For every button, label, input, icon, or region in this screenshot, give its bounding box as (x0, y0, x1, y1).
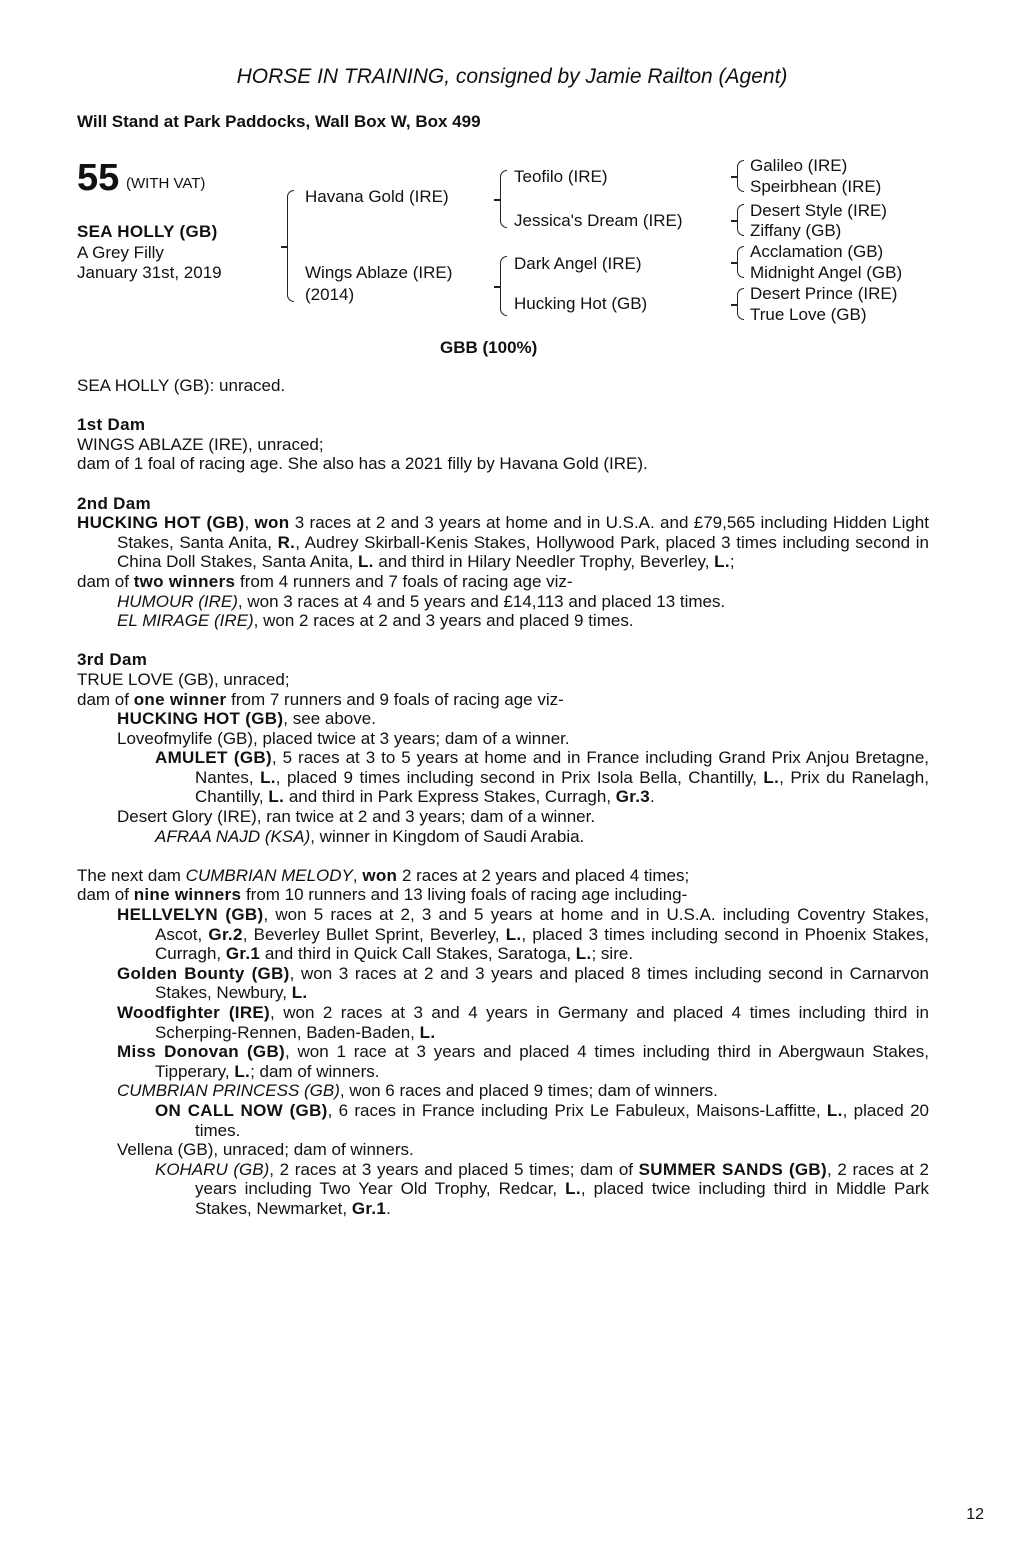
text: , won 6 races and placed 9 times; dam of winners. (339, 1081, 718, 1101)
text: dam of (77, 571, 134, 591)
italic-text: HUMOUR (IRE) (117, 591, 238, 611)
pedigree-entry (77, 709, 929, 729)
page-title: HORSE IN TRAINING, consigned by Jamie Railton (Agent) (236, 65, 788, 88)
pedigree-entry (77, 435, 929, 455)
bold-text: L. (291, 983, 308, 1003)
text: and third in Hilary Needler Trophy, Beverley, (373, 552, 715, 572)
text: from 4 runners and 7 foals of racing age viz- (235, 571, 573, 591)
bold-text: 2nd Dam (77, 493, 151, 513)
bold-text: Miss Donovan (GB) (117, 1042, 285, 1062)
text: The next dam (77, 865, 186, 885)
pedigree-section (77, 415, 929, 474)
box-location: Will Stand at Park Paddocks, Wall Box W, Box 499 (77, 112, 481, 131)
bold-text: HELLVELYN (GB) (117, 905, 264, 925)
pedigree-entry (77, 572, 929, 592)
text: 3 races at 2 and 3 years at home and in U.S.A. and £79,565 including Hidden Light Stakes, Santa Anita, (117, 513, 929, 552)
gen3-ancestor: Desert Style (IRE) (750, 201, 887, 220)
bold-text: nine winners (133, 885, 242, 905)
pedigree-entry (77, 376, 929, 396)
bold-text: R. (277, 532, 296, 552)
sire-sire: Teofilo (IRE) (514, 167, 608, 186)
bold-text: SUMMER SANDS (GB) (638, 1159, 827, 1179)
pedigree-entry (77, 1140, 929, 1160)
pedigree-entry (77, 611, 929, 631)
pedigree-entry (77, 592, 929, 612)
text: Vellena (GB), unraced; dam of winners. (117, 1140, 414, 1160)
bold-text: Woodfighter (IRE) (117, 1003, 271, 1022)
text: dam of 1 foal of racing age. She also has a 2021 filly by Havana Gold (IRE). (77, 454, 648, 474)
bold-text: L. (575, 944, 592, 964)
gen3-ancestor: Acclamation (GB) (750, 242, 884, 261)
pedigree-entry (77, 905, 929, 964)
bold-text: L. (419, 1022, 436, 1042)
gen3-ancestor: Galileo (IRE) (750, 156, 848, 175)
pedigree-brace (737, 204, 744, 236)
text: and third in Park Express Stakes, Curragh, (284, 787, 616, 807)
vat-note: (WITH VAT) (126, 175, 206, 192)
text: 2 races at 2 years and placed 4 times; (397, 865, 690, 885)
text: , winner in Kingdom of Saudi Arabia. (310, 826, 585, 846)
text: , won 3 races at 4 and 5 years and £14,113 and placed 13 times. (237, 591, 726, 611)
bold-text: L. (565, 1179, 581, 1199)
text: , (352, 865, 363, 885)
bold-text: L. (505, 924, 522, 944)
text: ; (729, 552, 735, 572)
bold-text: ON CALL NOW (GB) (155, 1100, 328, 1120)
pedigree-entry (77, 690, 929, 710)
bold-text: Gr.1 (225, 944, 261, 964)
sire: Havana Gold (IRE) (305, 187, 449, 206)
bold-text: HUCKING HOT (GB) (117, 709, 284, 729)
dam: Wings Ablaze (IRE) (305, 263, 453, 282)
pedigree-entry (77, 1160, 929, 1219)
bold-text: L. (357, 552, 374, 572)
pedigree-brace (500, 256, 507, 316)
text: , won 2 races at 3 and 4 years in Germany and placed 4 times including third in Scherping-Rennen, Baden-Baden, (155, 1003, 930, 1042)
italic-text: CUMBRIAN PRINCESS (GB) (117, 1081, 340, 1101)
pedigree-entry (77, 1101, 929, 1140)
text: WINGS ABLAZE (IRE), unraced; (77, 434, 324, 454)
text: . (386, 1198, 391, 1218)
text: Loveofmylife (GB), placed twice at 3 years; dam of a winner. (117, 728, 570, 748)
pedigree-entry (77, 729, 929, 749)
bold-text: Gr.2 (208, 924, 243, 944)
sire-dam: Jessica's Dream (IRE) (514, 211, 683, 230)
section-heading (77, 650, 929, 670)
horse-name: SEA HOLLY (GB) (77, 222, 218, 241)
pedigree-entry (77, 866, 929, 886)
foaling-date: January 31st, 2019 (77, 263, 222, 282)
horse-description: A Grey Filly (77, 243, 164, 262)
text: , 5 races at 3 to 5 years at home and in France including Grand Prix Anjou Bretagne, Nantes, (195, 748, 929, 787)
text: , placed 3 times including second in Phoenix Stakes, Curragh, (155, 924, 929, 964)
pedigree-section (77, 650, 929, 846)
pedigree-brace (287, 190, 294, 302)
bold-text: AMULET (GB) (155, 748, 272, 768)
lot-number: 55 (77, 157, 120, 199)
pedigree-entry (77, 964, 929, 1003)
text: , placed 20 times. (195, 1100, 929, 1140)
bold-text: L. (763, 767, 780, 787)
bold-text: L. (260, 767, 276, 787)
text: , 2 races at 3 years and placed 5 times; dam of (269, 1159, 639, 1179)
pedigree-entry (77, 513, 929, 572)
pedigree-entry (77, 885, 929, 905)
gen3-ancestor: True Love (GB) (750, 305, 867, 324)
bold-text: L. (714, 552, 730, 572)
text: , won 3 races at 2 and 3 years and placed 8 times including second in Carnarvon Stakes, Newbury, (155, 963, 929, 1003)
pedigree-entry (77, 748, 929, 807)
bold-text: won (362, 865, 398, 885)
pedigree-brace (737, 160, 744, 192)
text: , (244, 513, 255, 533)
text: from 10 runners and 13 living foals of racing age including- (241, 885, 688, 905)
pedigree-brace (500, 170, 507, 228)
bold-text: L. (268, 787, 285, 807)
bold-text: HUCKING HOT (GB) (77, 513, 245, 533)
text: , see above. (283, 709, 376, 729)
bold-text: won (254, 513, 290, 533)
bold-text: two winners (133, 571, 236, 591)
text: , 6 races in France including Prix Le Fabuleux, Maisons-Laffitte, (327, 1100, 827, 1120)
text: , 2 races at 2 years including Two Year Old Trophy, Redcar, (195, 1159, 929, 1199)
text: , placed twice including third in Middle Park Stakes, Newmarket, (195, 1179, 929, 1218)
dam-sire: Dark Angel (IRE) (514, 254, 642, 273)
pedigree-entry (77, 807, 929, 827)
text: , Audrey Skirball-Kenis Stakes, Hollywood Park, placed 3 times including second in China Doll Stakes, Santa Anita, (117, 532, 929, 572)
pedigree-entry (77, 1081, 929, 1101)
text: from 7 runners and 9 foals of racing age viz- (226, 689, 564, 709)
text: . (650, 787, 655, 807)
pedigree-entry (77, 670, 929, 690)
bold-text: L. (826, 1100, 843, 1120)
section-heading (77, 494, 929, 514)
text: , won 5 races at 2, 3 and 5 years at home and in U.S.A. including Coventry Stakes, Ascot, (155, 905, 929, 944)
pedigree-section (77, 866, 929, 1219)
text: ; dam of winners. (250, 1061, 380, 1081)
text: ; sire. (591, 944, 634, 964)
gen3-ancestor: Midnight Angel (GB) (750, 263, 903, 282)
bold-text: Gr.3 (615, 787, 651, 807)
pedigree-brace (737, 288, 744, 320)
bold-text: L. (234, 1061, 251, 1081)
dam-year: (2014) (305, 285, 355, 304)
text: Desert Glory (IRE), ran twice at 2 and 3 years; dam of a winner. (117, 807, 596, 827)
pedigree-notes (77, 376, 929, 1238)
pedigree-section (77, 494, 929, 631)
italic-text: CUMBRIAN MELODY (185, 865, 353, 885)
bold-text: one winner (133, 689, 227, 709)
gen3-ancestor: Ziffany (GB) (750, 221, 842, 240)
pedigree-entry (77, 1042, 929, 1081)
text: , won 1 race at 3 years and placed 4 times including third in Abergwaun Stakes, Tipperary, (155, 1042, 929, 1081)
bold-text: Gr.1 (351, 1198, 387, 1218)
gen3-ancestor: Speirbhean (IRE) (750, 177, 882, 196)
text: dam of (77, 885, 134, 905)
text: , won 2 races at 2 and 3 years and placed 9 times. (253, 611, 634, 631)
italic-text: KOHARU (GB) (155, 1159, 270, 1179)
text: dam of (77, 689, 134, 709)
italic-text: EL MIRAGE (IRE) (117, 611, 254, 631)
section-heading (77, 415, 929, 435)
bold-text: 1st Dam (77, 415, 146, 435)
pedigree-entry (77, 827, 929, 847)
pedigree-entry (77, 454, 929, 474)
pedigree-brace (737, 246, 744, 278)
text: TRUE LOVE (GB), unraced; (77, 669, 290, 689)
pedigree-entry (77, 1003, 929, 1042)
dam-dam: Hucking Hot (GB) (514, 294, 648, 313)
page-number: 12 (966, 1506, 984, 1523)
bold-text: 3rd Dam (77, 650, 148, 670)
pedigree-section (77, 376, 929, 396)
gen3-ancestor: Desert Prince (IRE) (750, 284, 898, 303)
italic-text: AFRAA NAJD (KSA) (155, 826, 311, 846)
pedigree-rating: GBB (100%) (440, 338, 538, 357)
text: , Prix du Ranelagh, Chantilly, (195, 767, 929, 807)
bold-text: Golden Bounty (GB) (117, 963, 290, 983)
text: , Beverley Bullet Sprint, Beverley, (242, 924, 506, 944)
text: SEA HOLLY (GB): unraced. (77, 376, 286, 395)
text: and third in Quick Call Stakes, Saratoga, (260, 944, 576, 964)
text: , placed 9 times including second in Prix Isola Bella, Chantilly, (275, 767, 764, 787)
